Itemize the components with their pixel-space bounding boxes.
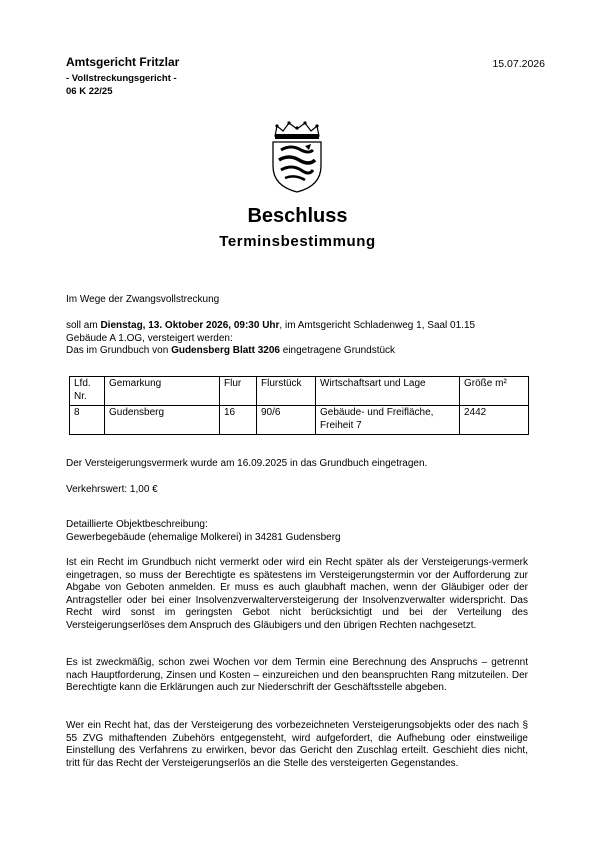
termin-datetime: Dienstag, 13. Oktober 2026, 09:30 Uhr bbox=[100, 320, 280, 331]
table-cell: 8 bbox=[70, 406, 105, 435]
intro-text: Im Wege der Zwangsvollstreckung bbox=[66, 294, 220, 305]
hesse-coat-of-arms-icon bbox=[267, 120, 327, 194]
column-header: Flur bbox=[220, 377, 257, 406]
column-header: Wirtschaftsart und Lage bbox=[316, 377, 460, 406]
column-header: Größe m² bbox=[460, 377, 529, 406]
document-subtitle: Terminsbestimmung bbox=[219, 233, 376, 250]
document-date: 15.07.2026 bbox=[492, 58, 545, 70]
court-department-label: - Vollstreckungsgericht - bbox=[66, 73, 177, 84]
description-text: Gewerbegebäude (ehemalige Molkerei) in 34281 Gudensberg bbox=[66, 531, 341, 543]
termin-block bbox=[66, 320, 528, 358]
paragraph-aufhebung: Wer ein Recht hat, das der Versteigerung des vorbezeichneten Versteigerungsobjekts oder des nach § 55 ZVG mithaftenden Zubehörs entgegensteht, wird aufgefordert, die Aufhebung oder einstweilige Einstellung des Verfahrens zu erwirken, bevor das Gericht den Zuschlag erteilt. Geschieht dies nicht, tritt für das Recht der Versteigerungserlös an die Stelle des versteigerten Gegenstandes. bbox=[66, 720, 528, 769]
grundbuch-line: Das im Grundbuch von Gudensberg Blatt 3206 eingetragene Grundstück bbox=[66, 345, 396, 356]
paragraph-anmeldung: Ist ein Recht im Grundbuch nicht vermerkt oder wird ein Recht später als der Versteigerungs-vermerk eingetragen, so muss der Berechtigte es spätestens im Versteigerungstermin vor der Aufforderung zur Abgabe von Geboten anmelden. Er muss es auch glaubhaft machen, wenn der Gläubiger oder der Antragsteller oder bei einer Insolvenzverwalterversteigerung der Insolvenzverwalter widerspricht. Das Recht wird sonst im geringsten Gebot nicht berücksichtigt und bei der Verteilung des Versteigerungserlöses dem Anspruch des Gläubigers und den übrigen Rechten nachgesetzt. bbox=[66, 557, 528, 631]
column-header: Flurstück bbox=[257, 377, 316, 406]
court-department bbox=[66, 72, 177, 98]
description-label: Detaillierte Objektbeschreibung: bbox=[66, 519, 208, 530]
table-header-row bbox=[70, 377, 529, 406]
table-cell: Gebäude- und Freifläche, Freiheit 7 bbox=[316, 406, 460, 435]
case-number: 06 K 22/25 bbox=[66, 86, 113, 97]
property-table bbox=[69, 376, 529, 435]
table-cell: 2442 bbox=[460, 406, 529, 435]
table-cell: 90/6 bbox=[257, 406, 316, 435]
table-cell: 16 bbox=[220, 406, 257, 435]
termin-line-2: Gebäude A 1.OG, versteigert werden: bbox=[66, 332, 233, 344]
table-row bbox=[70, 406, 529, 435]
column-header: Gemarkung bbox=[105, 377, 220, 406]
verkehrswert-text: Verkehrswert: 1,00 € bbox=[66, 484, 158, 495]
vermerk-text: Der Versteigerungsvermerk wurde am 16.09.2025 in das Grundbuch eingetragen. bbox=[66, 458, 428, 469]
termin-line: soll am Dienstag, 13. Oktober 2026, 09:30 Uhr, im Amtsgericht Schladenweg 1, Saal 01.15 bbox=[66, 320, 476, 331]
document-title: Beschluss bbox=[247, 205, 348, 227]
court-name: Amtsgericht Fritzlar bbox=[66, 55, 180, 69]
table-cell: Gudensberg bbox=[105, 406, 220, 435]
column-header: Lfd. Nr. bbox=[70, 377, 105, 406]
paragraph-berechnung: Es ist zweckmäßig, schon zwei Wochen vor dem Termin eine Berechnung des Anspruchs – getrennt nach Hauptforderung, Zinsen und Kosten – einzureichen und den beanspruchten Rang mitzuteilen. Der Berechtigte kann die Erklärungen auch zur Niederschrift der Geschäftsstelle abgeben. bbox=[66, 657, 528, 693]
description-block bbox=[66, 519, 528, 544]
grundbuch-reference: Gudensberg Blatt 3206 bbox=[171, 345, 280, 356]
